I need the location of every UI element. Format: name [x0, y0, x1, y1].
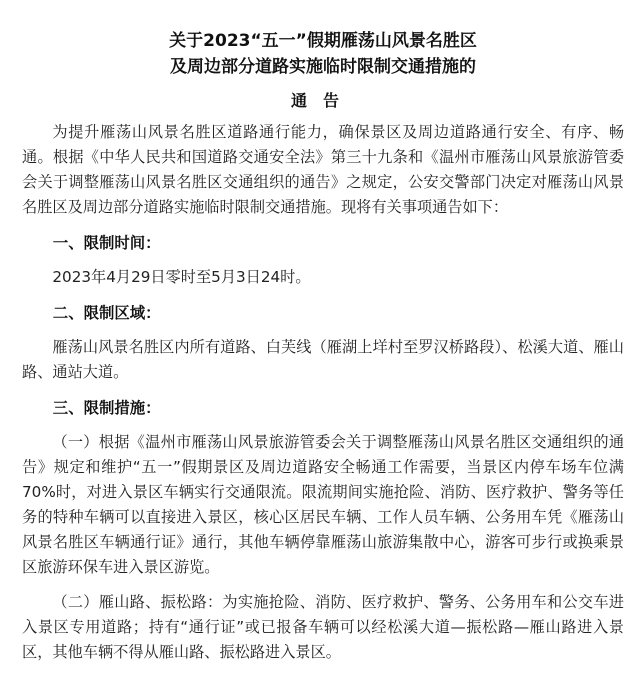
section-time-content: 2023年4月29日零时至5月3日24时。	[52, 268, 311, 286]
section-area-heading: 二、限制区域：	[52, 304, 161, 322]
title-line-2: 及周边部分道路实施临时限制交通措施的	[170, 57, 476, 77]
measures-item-2: （二）雁山路、振松路：为实施抢险、消防、医疗救护、警务、公务用车和公交车进入景区专用道路；持有“通行证”或已报备车辆可以经松溪大道—振松路—雁山路进入景区，其他车辆不得从雁山路、振松路进入景区。	[22, 593, 624, 661]
section-area-content: 雁荡山风景名胜区内所有道路、白芙线（雁湖上垟村至罗汉桥路段）、松溪大道、雁山路、通站大道。	[22, 338, 624, 381]
document-title	[22, 0, 624, 80]
section-measures-heading: 三、限制措施：	[52, 399, 161, 417]
notice-heading: 通告	[290, 91, 355, 110]
measures-item-1: （一）根据《温州市雁荡山风景旅游管委会关于调整雁荡山风景名胜区交通组织的通告》规定和维护“五一”假期景区及周边道路安全畅通工作需要，当景区内停车场车位满70%时，对进入景区车辆实行交通限流。限流期间实施抢险、消防、医疗救护、警务等任务的特种车辆可以直接进入景区，核心区居民车辆、工作人员车辆、公务用车凭《雁荡山风景名胜区车辆通行证》通行，其他车辆停靠雁荡山旅游集散中心，游客可步行或换乘景区旅游环保车进入景区游览。	[22, 433, 624, 576]
title-line-1: 关于2023“五一”假期雁荡山风景名胜区	[169, 31, 477, 51]
intro-paragraph: 为提升雁荡山风景名胜区道路通行能力，确保景区及周边道路通行安全、有序、畅通。根据《中华人民共和国道路交通安全法》第三十九条和《温州市雁荡山风景旅游管委会关于调整雁荡山风景名胜区交通组织的通告》之规定，公安交警部门决定对雁荡山风景名胜区及周边部分道路实施临时限制交通措施。现将有关事项通告如下：	[22, 123, 624, 216]
section-time-heading: 一、限制时间：	[52, 234, 161, 252]
